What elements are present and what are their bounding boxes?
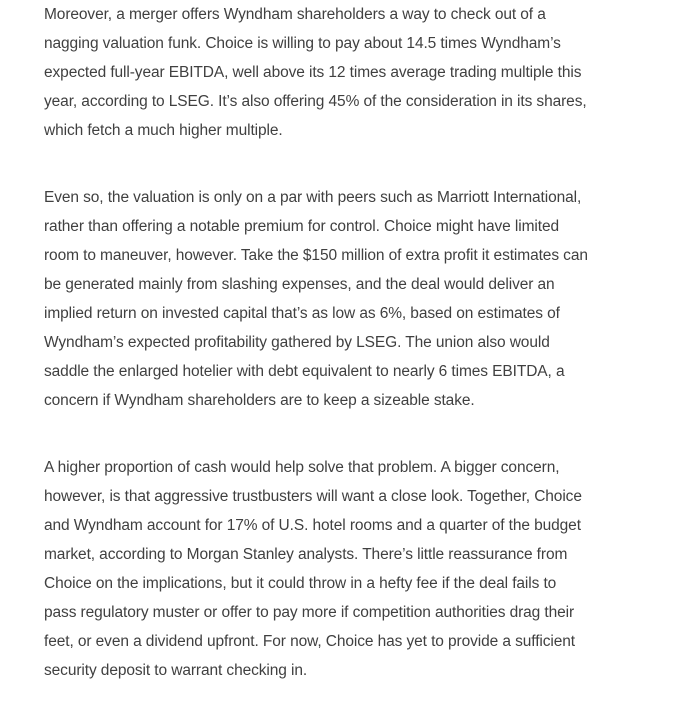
text-line: room to maneuver, however. Take the $150 million of extra profit it estimates can <box>44 247 588 264</box>
text-line: Even so, the valuation is only on a par with peers such as Marriott International, <box>44 189 582 206</box>
text-line: Choice on the implications, but it could throw in a hefty fee if the deal fails to <box>44 575 557 592</box>
paragraph <box>44 183 636 415</box>
text-line: pass regulatory muster or offer to pay more if competition authorities drag their <box>44 604 575 621</box>
text-line: rather than offering a notable premium for control. Choice might have limited <box>44 218 559 235</box>
text-line: nagging valuation funk. Choice is willing to pay about 14.5 times Wyndham’s <box>44 35 561 52</box>
text-line: implied return on invested capital that’s as low as 6%, based on estimates of <box>44 305 560 322</box>
text-line: Wyndham’s expected profitability gathered by LSEG. The union also would <box>44 334 550 351</box>
text-line: however, is that aggressive trustbusters will want a close look. Together, Choice <box>44 488 582 505</box>
text-line: which fetch a much higher multiple. <box>44 122 283 139</box>
text-line: A higher proportion of cash would help solve that problem. A bigger concern, <box>44 459 560 476</box>
text-line: saddle the enlarged hotelier with debt equivalent to nearly 6 times EBITDA, a <box>44 363 565 380</box>
text-line: concern if Wyndham shareholders are to keep a sizeable stake. <box>44 392 475 409</box>
text-line: market, according to Morgan Stanley analysts. There’s little reassurance from <box>44 546 568 563</box>
paragraph <box>44 0 636 145</box>
text-line: expected full-year EBITDA, well above its 12 times average trading multiple this <box>44 64 582 81</box>
text-line: be generated mainly from slashing expenses, and the deal would deliver an <box>44 276 555 293</box>
paragraph <box>44 453 636 685</box>
text-line: year, according to LSEG. It’s also offering 45% of the consideration in its shares, <box>44 93 587 110</box>
text-line: and Wyndham account for 17% of U.S. hotel rooms and a quarter of the budget <box>44 517 581 534</box>
text-line: Moreover, a merger offers Wyndham shareholders a way to check out of a <box>44 6 546 23</box>
text-line: feet, or even a dividend upfront. For now, Choice has yet to provide a sufficient <box>44 633 575 650</box>
text-line: security deposit to warrant checking in. <box>44 662 308 679</box>
